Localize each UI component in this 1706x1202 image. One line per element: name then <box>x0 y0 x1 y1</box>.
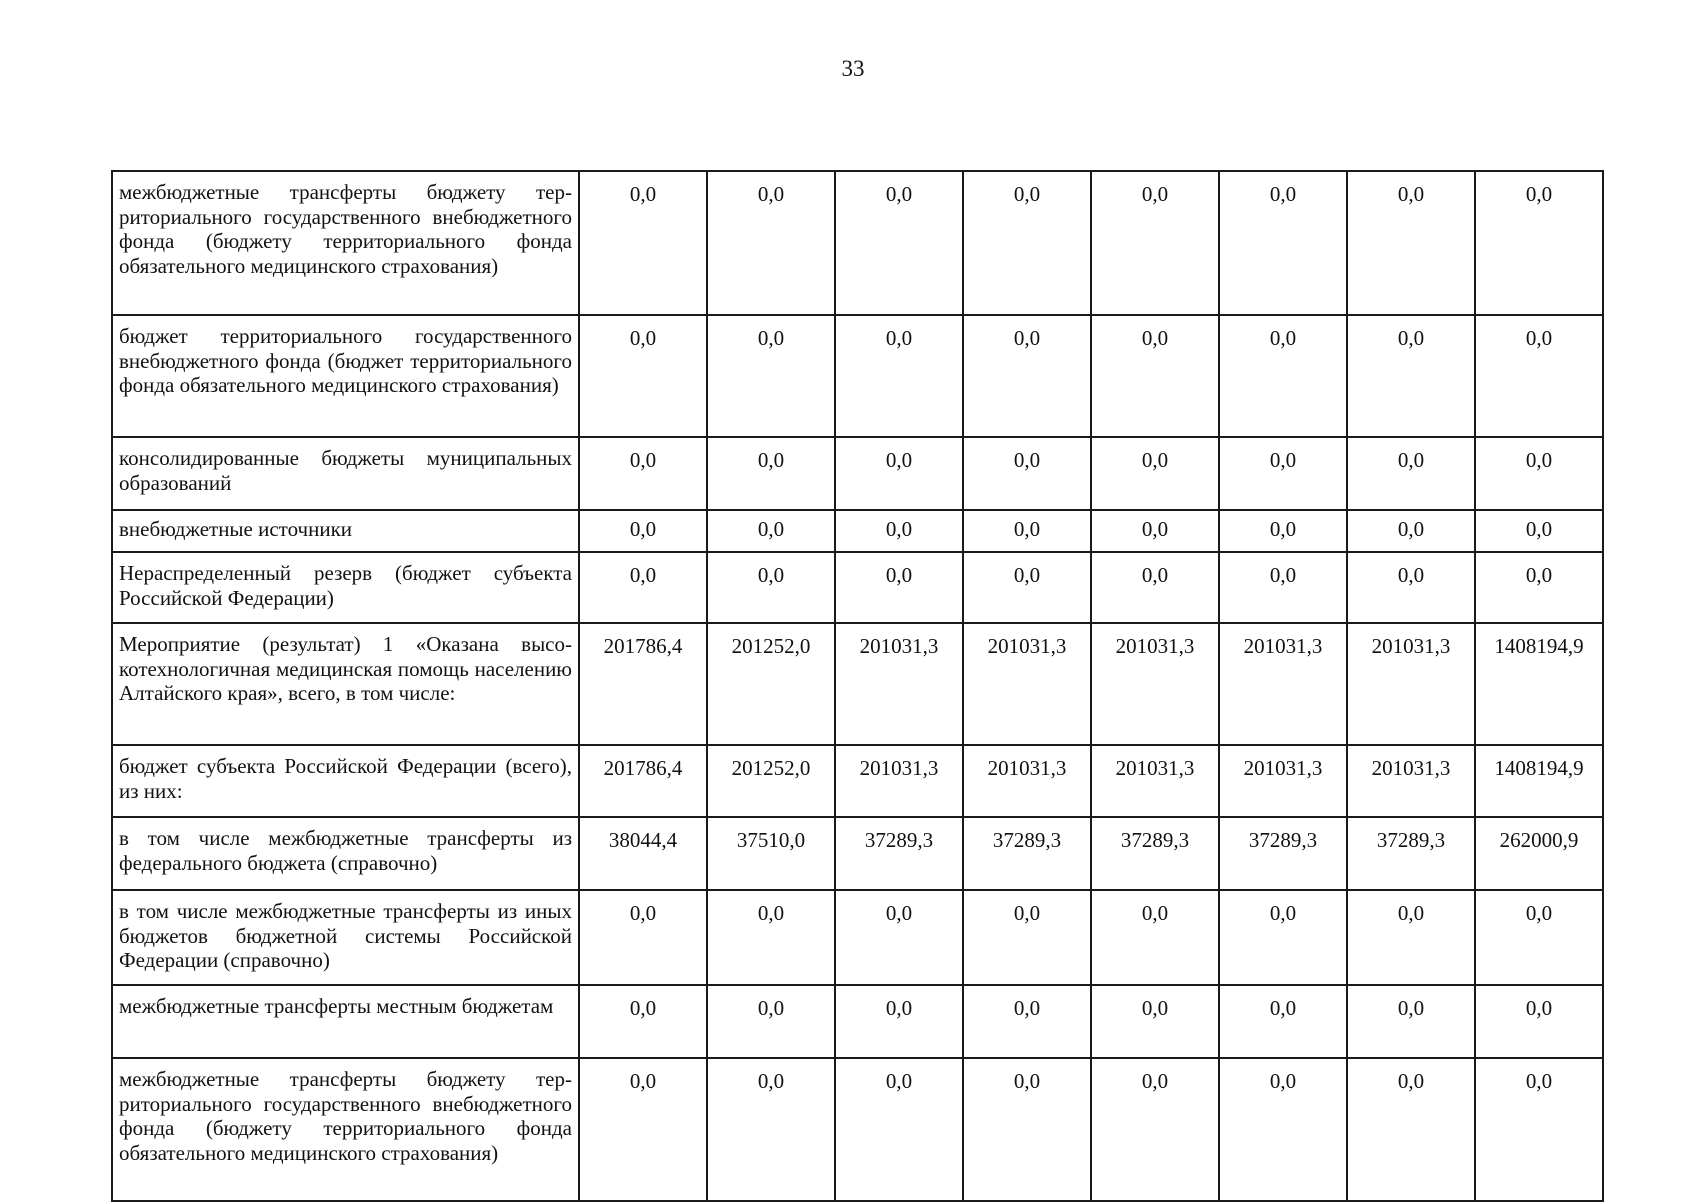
table-cell: 0,0 <box>1219 1058 1347 1201</box>
table-cell: 0,0 <box>1091 890 1219 985</box>
row-label: бюджет территориального государственного внебюджетного фонда (бюджет территориального фонда обязательного медицинского страхования) <box>112 315 579 437</box>
table-cell: 0,0 <box>1347 985 1475 1058</box>
table-cell: 0,0 <box>1347 437 1475 510</box>
table-row <box>112 745 1603 817</box>
table-row <box>112 1058 1603 1201</box>
table-cell: 0,0 <box>1091 985 1219 1058</box>
table-cell: 0,0 <box>1347 890 1475 985</box>
table-cell: 0,0 <box>707 1058 835 1201</box>
table-cell: 0,0 <box>579 552 707 623</box>
row-label: в том числе межбюджетные трансферты из иных бюджетов бюджетной системы Российской Федерации (справочно) <box>112 890 579 985</box>
table-cell: 201031,3 <box>835 623 963 745</box>
table-cell: 0,0 <box>579 890 707 985</box>
table-cell: 0,0 <box>963 315 1091 437</box>
table-row <box>112 817 1603 890</box>
table-cell: 37510,0 <box>707 817 835 890</box>
table-cell: 201031,3 <box>1347 623 1475 745</box>
table-cell: 0,0 <box>1347 552 1475 623</box>
table-cell: 0,0 <box>1475 437 1603 510</box>
table-cell: 37289,3 <box>1347 817 1475 890</box>
table-cell: 0,0 <box>1091 552 1219 623</box>
row-label: межбюджетные трансферты бюджету территориального государственного внебюджетного фонда (бюджету территориального фонда обязательного медицинского страхования) <box>112 171 579 315</box>
table-cell: 0,0 <box>1475 985 1603 1058</box>
table-cell: 0,0 <box>963 510 1091 552</box>
table-cell: 37289,3 <box>963 817 1091 890</box>
table-cell: 0,0 <box>579 171 707 315</box>
table-cell: 201031,3 <box>835 745 963 817</box>
table-cell: 0,0 <box>1091 171 1219 315</box>
table-row <box>112 623 1603 745</box>
table-cell: 0,0 <box>963 985 1091 1058</box>
table-cell: 201786,4 <box>579 745 707 817</box>
table-cell: 0,0 <box>579 510 707 552</box>
table-cell: 201031,3 <box>1347 745 1475 817</box>
table-cell: 0,0 <box>1219 890 1347 985</box>
table-cell: 0,0 <box>707 510 835 552</box>
table-cell: 0,0 <box>963 171 1091 315</box>
table-cell: 0,0 <box>1475 315 1603 437</box>
table-row <box>112 890 1603 985</box>
table-cell: 201031,3 <box>1091 623 1219 745</box>
table-cell: 0,0 <box>707 437 835 510</box>
table-cell: 201031,3 <box>1091 745 1219 817</box>
table-cell: 0,0 <box>963 1058 1091 1201</box>
table-cell: 0,0 <box>1347 315 1475 437</box>
table-cell: 201252,0 <box>707 745 835 817</box>
table-cell: 1408194,9 <box>1475 623 1603 745</box>
table-cell: 0,0 <box>1091 510 1219 552</box>
table-cell: 1408194,9 <box>1475 745 1603 817</box>
table-cell: 0,0 <box>707 171 835 315</box>
table-cell: 262000,9 <box>1475 817 1603 890</box>
table-row <box>112 171 1603 315</box>
row-label: Нераспределенный резерв (бюджет субъекта Российской Федерации) <box>112 552 579 623</box>
table-cell: 0,0 <box>835 552 963 623</box>
table-cell: 0,0 <box>963 437 1091 510</box>
table-cell: 0,0 <box>1219 437 1347 510</box>
table-cell: 201031,3 <box>1219 745 1347 817</box>
table-cell: 0,0 <box>835 315 963 437</box>
table-cell: 0,0 <box>1219 985 1347 1058</box>
table-cell: 0,0 <box>835 437 963 510</box>
table-cell: 0,0 <box>835 510 963 552</box>
row-label: Мероприятие (результат) 1 «Оказана высокотехнологичная медицинская помощь населению Алтайского края», всего, в том числе: <box>112 623 579 745</box>
table-cell: 0,0 <box>1219 552 1347 623</box>
row-label: консолидированные бюджеты муниципальных образований <box>112 437 579 510</box>
table-cell: 0,0 <box>1347 510 1475 552</box>
table-cell: 201786,4 <box>579 623 707 745</box>
table-cell: 201031,3 <box>963 623 1091 745</box>
table-cell: 201031,3 <box>1219 623 1347 745</box>
table-cell: 0,0 <box>707 985 835 1058</box>
table-cell: 201252,0 <box>707 623 835 745</box>
budget-table <box>111 170 1604 1202</box>
table-cell: 0,0 <box>1219 510 1347 552</box>
table-cell: 0,0 <box>1347 1058 1475 1201</box>
table-row <box>112 437 1603 510</box>
table-cell: 201031,3 <box>963 745 1091 817</box>
table-cell: 38044,4 <box>579 817 707 890</box>
table-cell: 0,0 <box>707 552 835 623</box>
table-cell: 0,0 <box>579 985 707 1058</box>
row-label: межбюджетные трансферты бюджету территориального государственного внебюджетного фонда (бюджету территориального фонда обязательного медицинского страхования) <box>112 1058 579 1201</box>
table-cell: 0,0 <box>579 1058 707 1201</box>
table-cell: 0,0 <box>1475 171 1603 315</box>
table-cell: 0,0 <box>1219 315 1347 437</box>
table-cell: 0,0 <box>1347 171 1475 315</box>
table-cell: 37289,3 <box>835 817 963 890</box>
table-row <box>112 315 1603 437</box>
table-cell: 0,0 <box>579 437 707 510</box>
table-cell: 0,0 <box>1475 890 1603 985</box>
table-cell: 0,0 <box>835 985 963 1058</box>
table-cell: 0,0 <box>835 1058 963 1201</box>
table-cell: 37289,3 <box>1091 817 1219 890</box>
table-row <box>112 552 1603 623</box>
table-cell: 0,0 <box>1091 437 1219 510</box>
table-cell: 0,0 <box>707 890 835 985</box>
page-number: 33 <box>841 56 865 81</box>
table-row <box>112 985 1603 1058</box>
table-cell: 0,0 <box>963 890 1091 985</box>
row-label: в том числе межбюджетные трансферты из федерального бюджета (справочно) <box>112 817 579 890</box>
table-row <box>112 510 1603 552</box>
table-cell: 0,0 <box>963 552 1091 623</box>
table-cell: 0,0 <box>1091 1058 1219 1201</box>
row-label: бюджет субъекта Российской Федерации (всего), из них: <box>112 745 579 817</box>
row-label: внебюджетные источники <box>112 510 579 552</box>
table-cell: 0,0 <box>707 315 835 437</box>
table-cell: 37289,3 <box>1219 817 1347 890</box>
table-cell: 0,0 <box>1475 552 1603 623</box>
table-cell: 0,0 <box>835 890 963 985</box>
table-cell: 0,0 <box>579 315 707 437</box>
table-cell: 0,0 <box>1475 1058 1603 1201</box>
table-cell: 0,0 <box>1219 171 1347 315</box>
row-label: межбюджетные трансферты местным бюджетам <box>112 985 579 1058</box>
table-cell: 0,0 <box>1091 315 1219 437</box>
table-cell: 0,0 <box>1475 510 1603 552</box>
table-cell: 0,0 <box>835 171 963 315</box>
